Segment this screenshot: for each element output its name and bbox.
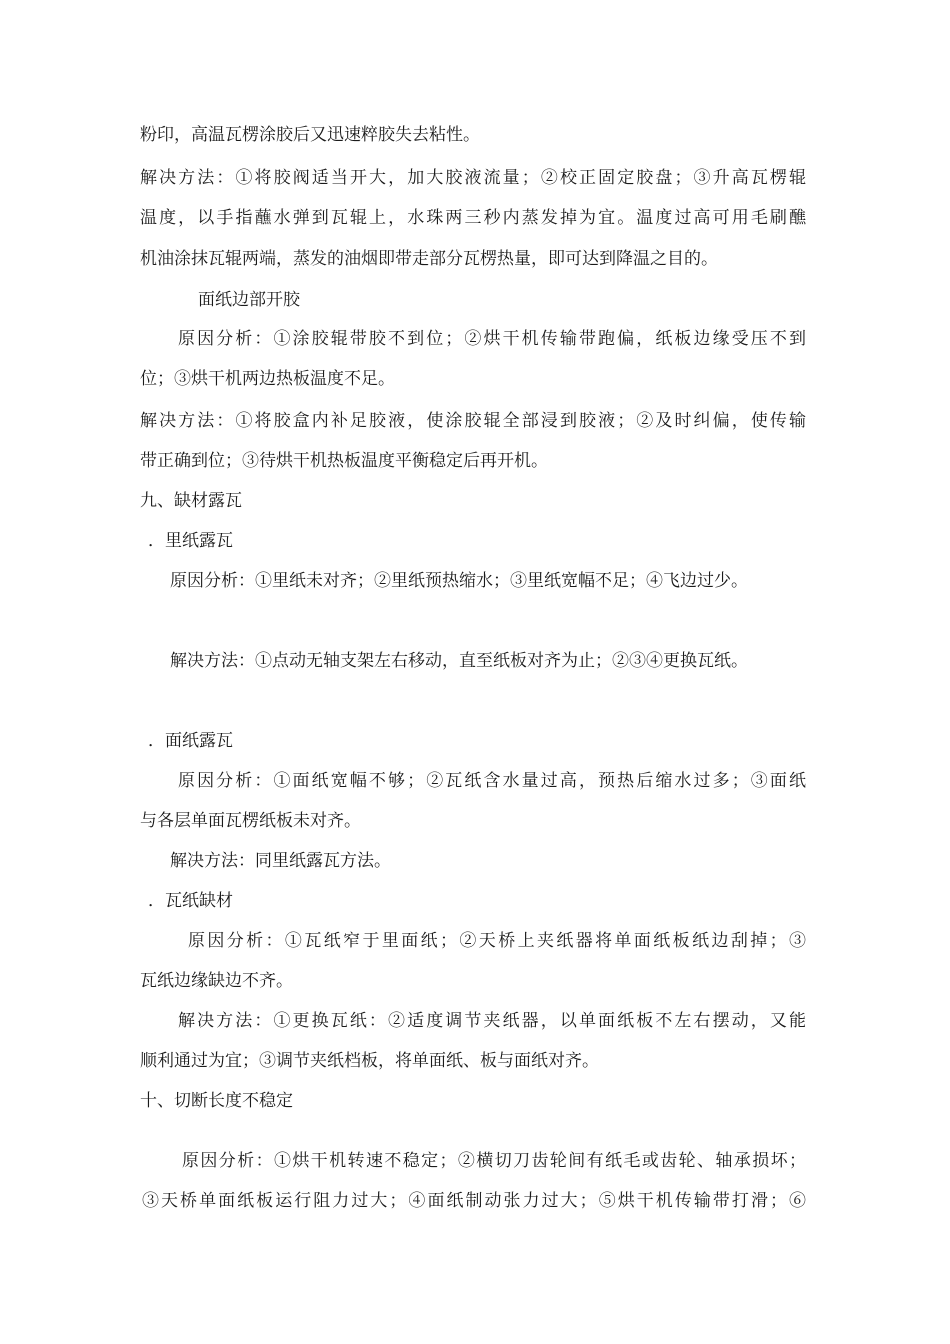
paragraph-line: 与各层单面瓦楞纸板未对齐。 (140, 811, 361, 831)
section-heading: 九、缺材露瓦 (140, 491, 242, 511)
subsection-heading: ．瓦纸缺材 (148, 891, 233, 911)
paragraph-line: 原因分析：①面纸宽幅不够；②瓦纸含水量过高，预热后缩水过多；③面纸 (178, 771, 806, 791)
paragraph-line: 温度，以手指蘸水弹到瓦辊上，水珠两三秒内蒸发掉为宜。温度过高可用毛刷醮 (140, 208, 806, 228)
paragraph-line: 顺利通过为宜；③调节夹纸档板，将单面纸、板与面纸对齐。 (140, 1051, 599, 1071)
paragraph-line: 原因分析：①涂胶辊带胶不到位；②烘干机传输带跑偏，纸板边缘受压不到 (178, 329, 806, 349)
paragraph-line: 机油涂抹瓦辊两端，蒸发的油烟即带走部分瓦楞热量，即可达到降温之目的。 (140, 249, 718, 269)
paragraph-line: 解决方法：①将胶盒内补足胶液，使涂胶辊全部浸到胶液；②及时纠偏，使传输 (140, 411, 806, 431)
paragraph-line: 解决方法：①将胶阀适当开大，加大胶液流量；②校正固定胶盘；③升高瓦楞辊 (140, 168, 806, 188)
paragraph-line: 解决方法：同里纸露瓦方法。 (170, 851, 391, 871)
subsection-heading: ．里纸露瓦 (148, 531, 233, 551)
subsection-heading: 面纸边部开胶 (198, 290, 300, 310)
paragraph-line: 粉印，高温瓦楞涂胶后又迅速粹胶失去粘性。 (140, 125, 480, 145)
subsection-heading: ．面纸露瓦 (148, 731, 233, 751)
paragraph-line: 原因分析：①瓦纸窄于里面纸；②天桥上夹纸器将单面纸板纸边刮掉；③ (188, 931, 806, 951)
paragraph-line: 原因分析：①里纸未对齐；②里纸预热缩水；③里纸宽幅不足；④飞边过少。 (170, 571, 748, 591)
paragraph-line: 原因分析：①烘干机转速不稳定；②横切刀齿轮间有纸毛或齿轮、轴承损坏； (182, 1151, 806, 1171)
paragraph-line: 带正确到位；③待烘干机热板温度平衡稳定后再开机。 (140, 451, 548, 471)
paragraph-line: 解决方法：①点动无轴支架左右移动，直至纸板对齐为止；②③④更换瓦纸。 (170, 651, 748, 671)
paragraph-line: 瓦纸边缘缺边不齐。 (140, 971, 293, 991)
paragraph-line: 位；③烘干机两边热板温度不足。 (140, 369, 395, 389)
paragraph-line: ③天桥单面纸板运行阻力过大；④面纸制动张力过大；⑤烘干机传输带打滑；⑥ (142, 1191, 806, 1211)
paragraph-line: 解决方法：①更换瓦纸：②适度调节夹纸器，以单面纸板不左右摆动，又能 (178, 1011, 806, 1031)
section-heading: 十、切断长度不稳定 (140, 1091, 293, 1111)
